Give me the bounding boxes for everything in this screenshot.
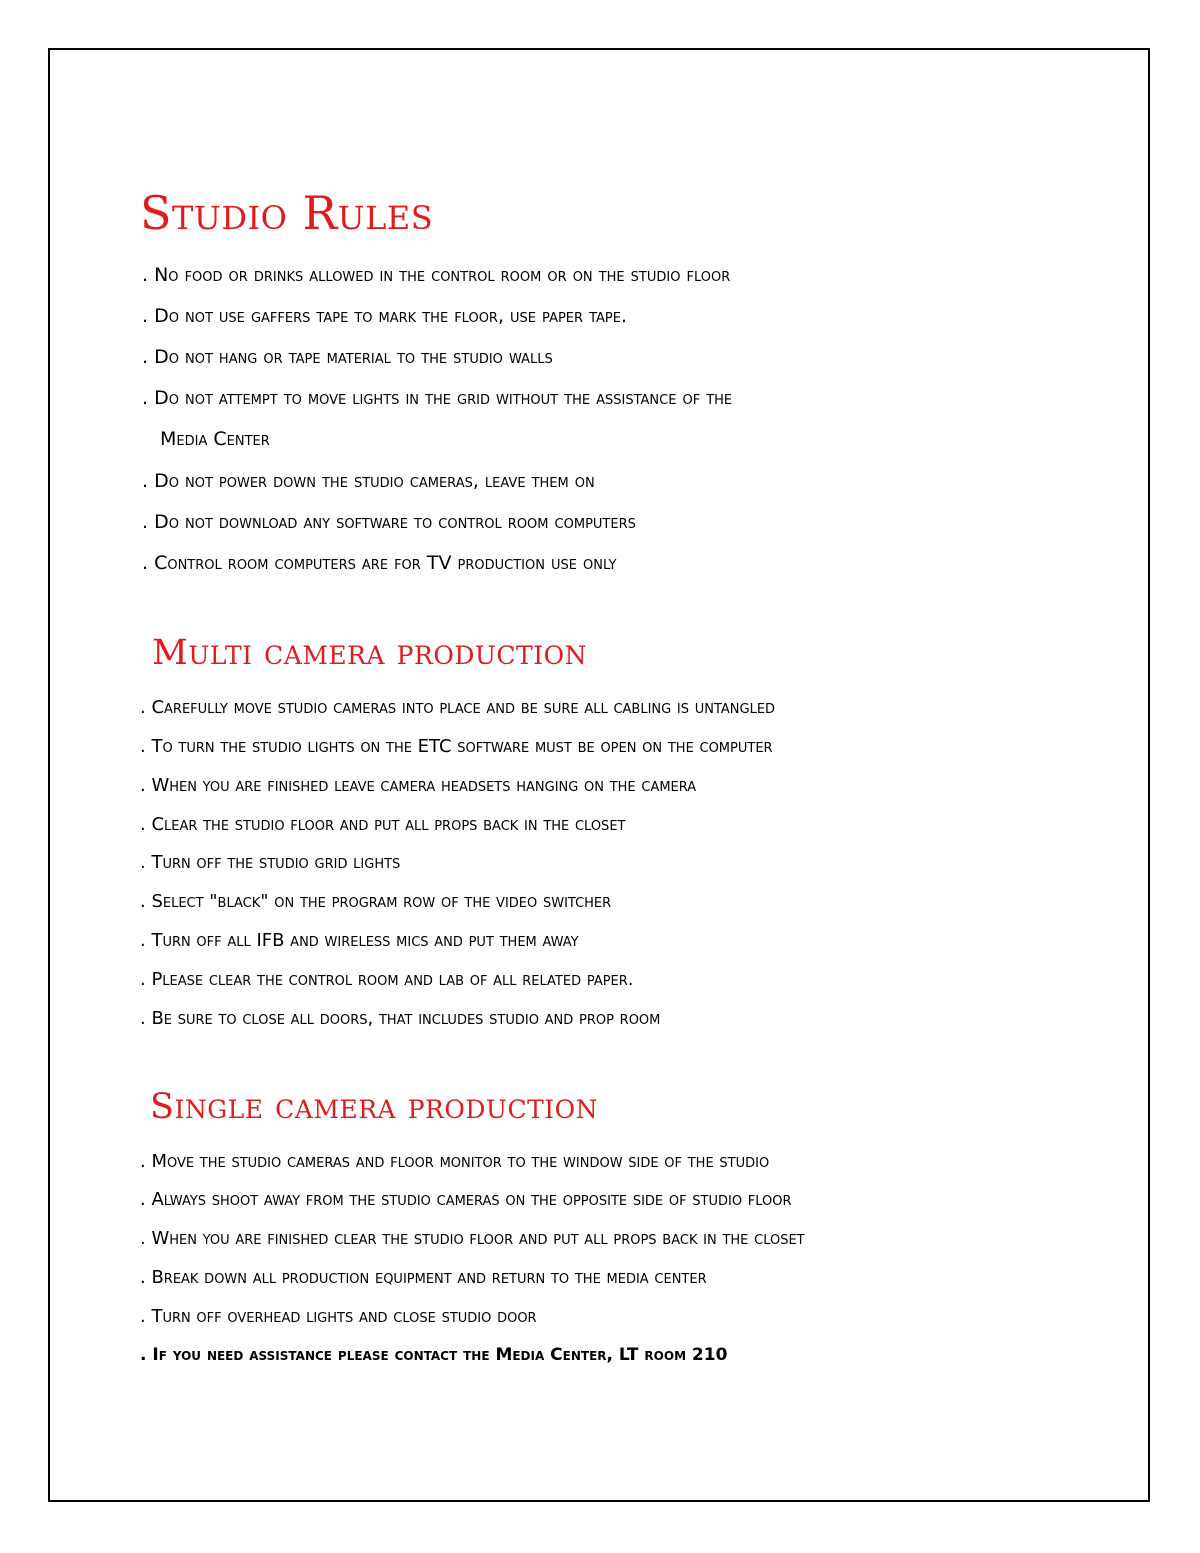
heading-multi-camera-production: Multi camera production: [152, 633, 587, 673]
rule-item: . Select "black" on the program row of the video switcher: [140, 891, 612, 912]
contact-note: . If you need assistance please contact the Media Center, LT room 210: [140, 1345, 728, 1365]
rule-item: . Do not attempt to move lights in the grid without the assistance of the: [142, 387, 733, 409]
rule-item: . Turn off the studio grid lights: [140, 852, 401, 873]
rule-item: . Turn off overhead lights and close studio door: [140, 1306, 537, 1327]
rule-item: . Turn off all IFB and wireless mics and put them away: [140, 930, 579, 951]
rule-item: . When you are finished clear the studio floor and put all props back in the closet: [140, 1228, 805, 1249]
rule-item: . Do not power down the studio cameras, leave them on: [142, 470, 595, 492]
heading-studio-rules: Studio Rules: [140, 186, 434, 240]
rule-item: . Move the studio cameras and floor monitor to the window side of the studio: [140, 1151, 770, 1172]
rule-item-continuation: Media Center: [160, 428, 270, 450]
rule-item: . Do not use gaffers tape to mark the floor, use paper tape.: [142, 305, 628, 327]
rule-item: . Always shoot away from the studio cameras on the opposite side of studio floor: [140, 1189, 792, 1210]
rule-item: . No food or drinks allowed in the control room or on the studio floor: [142, 264, 731, 286]
rule-item: . When you are finished leave camera headsets hanging on the camera: [140, 775, 697, 796]
rule-item: . Do not hang or tape material to the studio walls: [142, 346, 553, 368]
heading-single-camera-production: Single camera production: [150, 1087, 599, 1127]
rule-item: . Carefully move studio cameras into place and be sure all cabling is untangled: [140, 697, 776, 718]
rule-item: . Clear the studio floor and put all props back in the closet: [140, 814, 626, 835]
rule-item: . Do not download any software to control room computers: [142, 511, 636, 533]
rule-item: . Control room computers are for TV production use only: [142, 552, 617, 574]
rule-item: . Be sure to close all doors, that includes studio and prop room: [140, 1008, 661, 1029]
rule-item: . To turn the studio lights on the ETC software must be open on the computer: [140, 736, 773, 757]
rule-item: . Break down all production equipment and return to the media center: [140, 1267, 707, 1288]
rule-item: . Please clear the control room and lab of all related paper.: [140, 969, 634, 990]
